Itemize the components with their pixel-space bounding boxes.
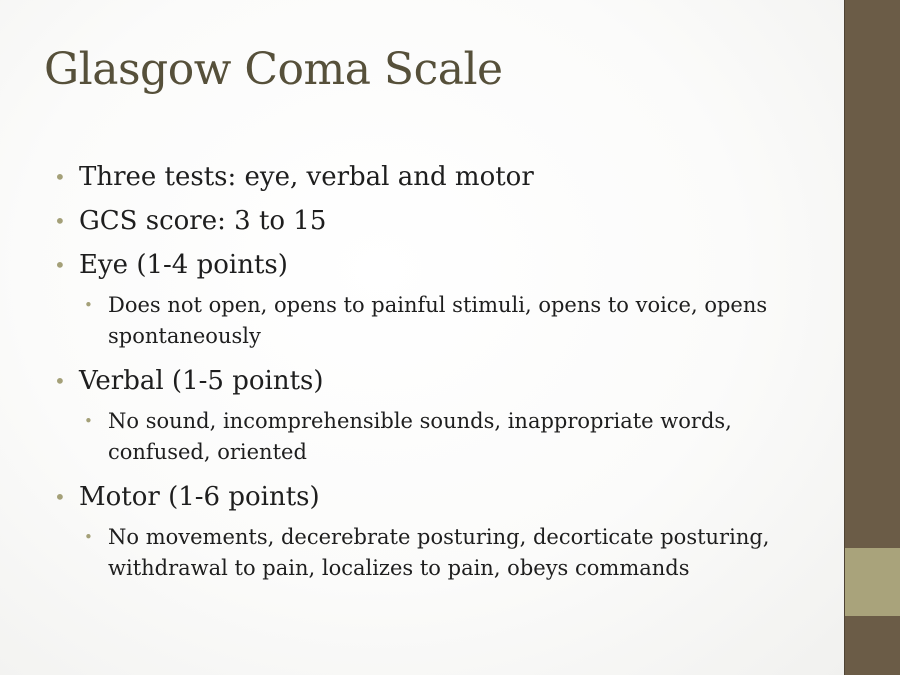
- sub-bullet-verbal-responses: [84, 406, 794, 468]
- bullet-text: Three tests: eye, verbal and motor: [79, 162, 534, 192]
- bullet-item-three-tests: [54, 158, 794, 196]
- sub-bullet-text: No sound, incomprehensible sounds, inappropriate words, confused, oriented: [108, 409, 732, 464]
- bullet-list: [54, 158, 794, 594]
- sub-bullet-text: No movements, decerebrate posturing, decorticate posturing, withdrawal to pain, localizes to pain, obeys commands: [108, 525, 770, 580]
- sub-bullet-dot-icon: •: [84, 528, 93, 546]
- bullet-dot-icon: •: [54, 209, 66, 233]
- sub-bullet-dot-icon: •: [84, 296, 93, 314]
- sub-bullet-eye-responses: [84, 290, 794, 352]
- bullet-item-verbal: [54, 362, 794, 400]
- bullet-text: Eye (1-4 points): [79, 250, 288, 280]
- side-band-accent: [845, 548, 900, 616]
- bullet-dot-icon: •: [54, 253, 66, 277]
- sub-bullet-motor-responses: [84, 522, 794, 584]
- bullet-text: GCS score: 3 to 15: [79, 206, 327, 236]
- bullet-text: Motor (1-6 points): [79, 482, 320, 512]
- bullet-text: Verbal (1-5 points): [79, 366, 324, 396]
- slide-side-band: [844, 0, 900, 675]
- sub-bullet-dot-icon: •: [84, 412, 93, 430]
- slide-title: Glasgow Coma Scale: [44, 44, 503, 95]
- bullet-dot-icon: •: [54, 165, 66, 189]
- sub-bullet-text: Does not open, opens to painful stimuli, opens to voice, opens spontaneously: [108, 293, 768, 348]
- bullet-item-gcs-score: [54, 202, 794, 240]
- bullet-dot-icon: •: [54, 485, 66, 509]
- bullet-item-motor: [54, 478, 794, 516]
- bullet-dot-icon: •: [54, 369, 66, 393]
- bullet-item-eye: [54, 246, 794, 284]
